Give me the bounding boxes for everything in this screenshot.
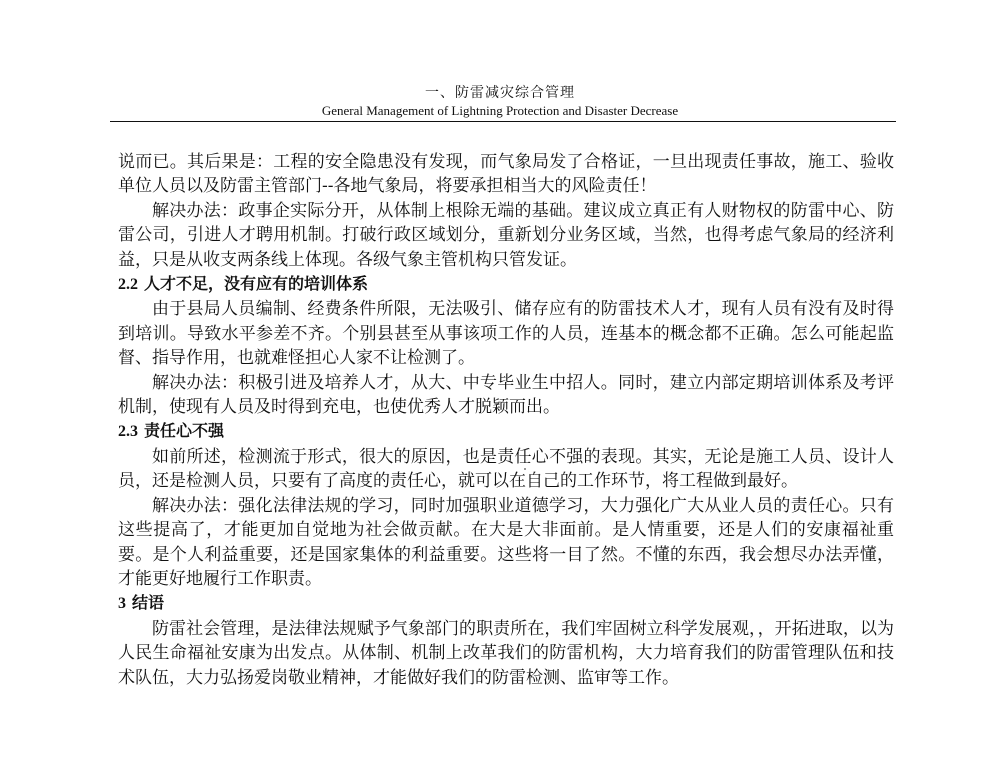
section-heading-3 (118, 591, 894, 616)
section-number: 2.3 (118, 423, 138, 441)
section-heading-2-2 (118, 272, 894, 297)
section-number: 2.2 (118, 276, 138, 294)
section-title: 人才不足，没有应有的培训体系 (144, 274, 369, 294)
section-title: 结语 (132, 593, 165, 613)
paragraph-solution-1: 解决办法：政事企实际分开，从体制上根除无端的基础。建议成立真正有人财物权的防雷中心、防雷公司，引进人才聘用机制。打破行政区域划分，重新划分业务区域，当然，也得考虑气象局的经济利益，只是从收支两条线上体现。各级气象主管机构只管发证。 (118, 200, 894, 270)
paragraph-continuation: 说而已。其后果是：工程的安全隐患没有发现，而气象局发了合格证，一旦出现责任事故，施工、验收单位人员以及防雷主管部门--各地气象局，将要承担相当大的风险责任！ (118, 152, 894, 197)
paragraph-responsibility: 如前所述，检测流于形式，很大的原因，也是责任心不强的表现。其实，无论是施工人员、设计人员，还是检测人员，只要有了高度的责任心，就可以在自己的工作环节，将工程做到最好。 (118, 446, 894, 492)
section-number: 3 (118, 595, 126, 613)
header-rule (110, 121, 896, 122)
running-header (110, 84, 890, 119)
paragraph-solution-3: 解决办法：强化法律法规的学习，同时加强职业道德学习，大力强化广大从业人员的责任心。只有这些提高了，才能更加自觉地为社会做贡献。在大是大非面前。是人情重要，还是人们的安康福祉重要。是个人利益重要，还是国家集体的利益重要。这些将一目了然。不懂的东西，我会想尽办法弄懂，才能更好地履行工作职责。 (118, 495, 894, 589)
section-title: 责任心不强 (144, 421, 225, 441)
paragraph-conclusion: 防雷社会管理，是法律法规赋予气象部门的职责所在，我们牢固树立科学发展观，，开拓进取，以为人民生命福祉安康为出发点。从体制、机制上改革我们的防雷机构，大力培育我们的防雷管理队伍和技术队伍，大力弘扬爱岗敬业精神，才能做好我们的防雷检测、监审等工作。 (118, 618, 894, 688)
paragraph-solution-2: 解决办法：积极引进及培养人才，从大、中专毕业生中招人。同时，建立内部定期培训体系及考评机制，使现有人员及时得到充电，也使优秀人才脱颖而出。 (118, 372, 894, 418)
header-title-chinese: 一、防雷减灾综合管理 (425, 85, 575, 101)
section-heading-2-3 (118, 419, 894, 444)
body-text (118, 150, 894, 690)
header-title-english: General Management of Lightning Protection and Disaster Decrease (321, 103, 679, 118)
paragraph-talent: 由于县局人员编制、经费条件所限，无法吸引、储存应有的防雷技术人才，现有人员有没有及时得到培训。导致水平参差不齐。个别县甚至从事该项工作的人员，连基本的概念都不正确。怎么可能起监督、指导作用，也就难怪担心人家不让检测了。 (118, 299, 894, 369)
scan-speck (524, 468, 526, 470)
